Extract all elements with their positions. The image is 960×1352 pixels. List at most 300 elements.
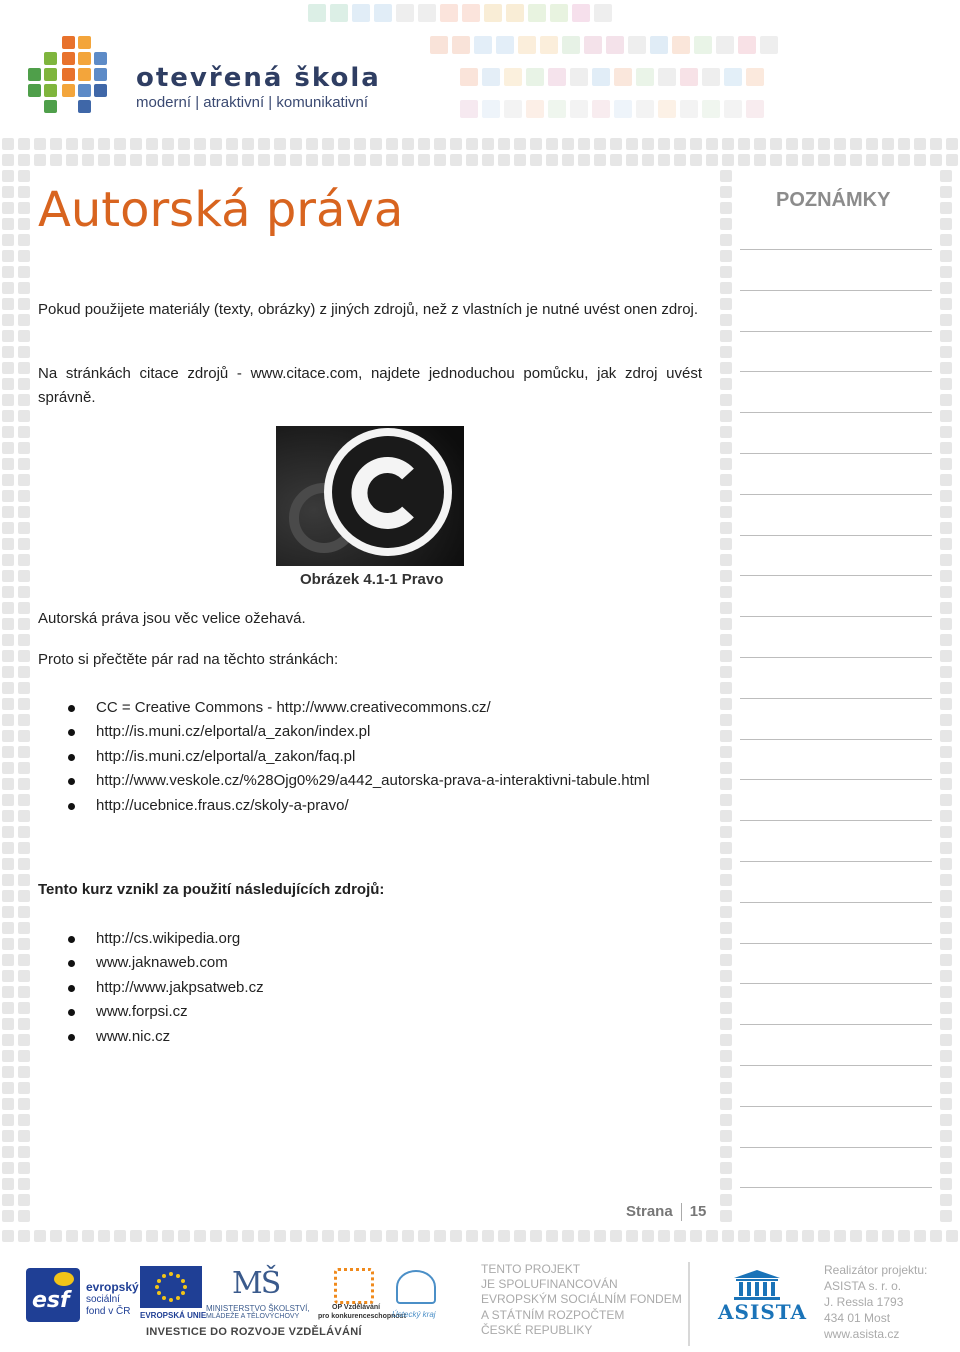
region-mark-icon	[396, 1270, 436, 1304]
border-square	[834, 154, 846, 166]
border-square	[940, 826, 952, 838]
border-square	[720, 1034, 732, 1046]
border-square	[720, 218, 732, 230]
list-item[interactable]: www.jaknaweb.com	[60, 951, 264, 975]
border-square	[940, 842, 952, 854]
border-square	[498, 154, 510, 166]
border-square	[18, 858, 30, 870]
border-square	[946, 154, 958, 166]
border-square	[642, 138, 654, 150]
border-square	[18, 922, 30, 934]
border-square	[720, 634, 732, 646]
border-square	[18, 330, 30, 342]
border-square	[18, 138, 30, 150]
border-square	[720, 330, 732, 342]
border-square	[18, 474, 30, 486]
border-square	[720, 698, 732, 710]
border-square	[626, 154, 638, 166]
border-square	[720, 250, 732, 262]
border-square	[720, 922, 732, 934]
border-square	[2, 1194, 14, 1206]
border-square	[940, 986, 952, 998]
intro-paragraph: Pokud použijete materiály (texty, obrázky) z jiných zdrojů, než z vlastních je nutné uvést onen zdroj.	[38, 301, 699, 318]
invest-slogan: INVESTICE DO ROZVOJE VZDĚLÁVÁNÍ	[146, 1326, 362, 1338]
border-square	[18, 1178, 30, 1190]
border-square	[34, 154, 46, 166]
border-square	[720, 1210, 732, 1222]
border-square	[940, 202, 952, 214]
border-square	[546, 154, 558, 166]
project-line: ČESKÉ REPUBLIKY	[481, 1322, 593, 1337]
border-square	[2, 1098, 14, 1110]
realizer-line: ASISTA s. r. o.	[824, 1279, 902, 1293]
border-square	[2, 1018, 14, 1030]
msmt-line2: MLÁDEŽE A TĚLOVÝCHOVY	[206, 1313, 300, 1320]
note-line	[740, 943, 932, 944]
border-square	[194, 1230, 206, 1242]
border-square	[2, 1002, 14, 1014]
note-line	[740, 535, 932, 536]
border-square	[546, 1230, 558, 1242]
border-square	[898, 154, 910, 166]
border-square	[720, 1178, 732, 1190]
note-line	[740, 1106, 932, 1107]
border-square	[610, 138, 622, 150]
bottom-border-pattern	[0, 1230, 960, 1246]
note-line	[740, 290, 932, 291]
border-square	[720, 266, 732, 278]
project-line: TENTO PROJEKT	[481, 1262, 581, 1276]
building-icon	[714, 1270, 800, 1300]
border-square	[18, 250, 30, 262]
note-line	[740, 453, 932, 454]
border-square	[940, 1210, 952, 1222]
border-square	[658, 138, 670, 150]
border-square	[386, 1230, 398, 1242]
border-square	[940, 602, 952, 614]
border-square	[720, 682, 732, 694]
border-square	[720, 858, 732, 870]
list-item[interactable]: http://is.muni.cz/elportal/a_zakon/index.pl	[60, 720, 650, 744]
border-square	[720, 170, 732, 182]
border-square	[940, 1162, 952, 1174]
border-square	[2, 650, 14, 662]
border-square	[18, 538, 30, 550]
border-square	[354, 154, 366, 166]
border-square	[434, 1230, 446, 1242]
border-square	[18, 1130, 30, 1142]
list-item[interactable]: www.forpsi.cz	[60, 1000, 264, 1024]
border-square	[2, 986, 14, 998]
border-square	[2, 394, 14, 406]
border-square	[2, 474, 14, 486]
border-square	[720, 666, 732, 678]
esf-logo	[26, 1266, 139, 1324]
border-square	[562, 154, 574, 166]
border-square	[434, 154, 446, 166]
border-square	[626, 1230, 638, 1242]
border-square	[946, 1230, 958, 1242]
border-square	[2, 234, 14, 246]
border-square	[66, 138, 78, 150]
border-square	[2, 1130, 14, 1142]
border-square	[720, 1082, 732, 1094]
border-square	[82, 154, 94, 166]
eu-label: EVROPSKÁ UNIE	[140, 1311, 207, 1320]
msmt-line1: MINISTERSTVO ŠKOLSTVÍ,	[206, 1304, 310, 1313]
border-square	[578, 138, 590, 150]
border-square	[720, 938, 732, 950]
border-square	[258, 1230, 270, 1242]
border-square	[2, 938, 14, 950]
border-square	[722, 154, 734, 166]
border-square	[2, 906, 14, 918]
border-square	[18, 874, 30, 886]
middle-border-pattern	[718, 170, 734, 1230]
border-square	[338, 138, 350, 150]
border-square	[720, 282, 732, 294]
border-square	[242, 138, 254, 150]
border-square	[18, 730, 30, 742]
border-square	[2, 890, 14, 902]
border-square	[940, 778, 952, 790]
border-square	[940, 1066, 952, 1078]
border-square	[402, 1230, 414, 1242]
border-square	[210, 138, 222, 150]
border-square	[642, 1230, 654, 1242]
border-square	[738, 138, 750, 150]
border-square	[562, 138, 574, 150]
border-square	[720, 394, 732, 406]
border-square	[2, 778, 14, 790]
list-item[interactable]: http://www.veskole.cz/%28Ojg0%29/a442_autorska-prava-a-interaktivni-tabule.html	[60, 769, 650, 793]
border-square	[434, 138, 446, 150]
border-square	[720, 1018, 732, 1030]
advice-intro-line: Proto si přečtěte pár rad na těchto stránkách:	[38, 651, 339, 668]
border-square	[322, 138, 334, 150]
border-square	[498, 138, 510, 150]
border-square	[498, 1230, 510, 1242]
border-square	[290, 154, 302, 166]
border-square	[720, 314, 732, 326]
border-square	[18, 458, 30, 470]
border-square	[930, 154, 942, 166]
border-square	[940, 874, 952, 886]
border-square	[720, 1114, 732, 1126]
border-square	[940, 906, 952, 918]
border-square	[386, 154, 398, 166]
border-square	[2, 170, 14, 182]
border-square	[226, 154, 238, 166]
border-square	[818, 154, 830, 166]
border-square	[940, 170, 952, 182]
border-square	[2, 762, 14, 774]
realizer-line: Realizátor projektu:	[824, 1263, 928, 1277]
realizer-line: J. Ressla 1793	[824, 1295, 904, 1309]
border-square	[18, 282, 30, 294]
border-square	[2, 810, 14, 822]
border-square	[720, 570, 732, 582]
border-square	[66, 1230, 78, 1242]
border-square	[940, 186, 952, 198]
border-square	[18, 442, 30, 454]
border-square	[2, 586, 14, 598]
border-square	[2, 298, 14, 310]
note-line	[740, 1024, 932, 1025]
border-square	[2, 522, 14, 534]
border-square	[940, 762, 952, 774]
border-square	[274, 138, 286, 150]
border-square	[18, 906, 30, 918]
border-square	[2, 1162, 14, 1174]
border-square	[18, 202, 30, 214]
border-square	[322, 154, 334, 166]
copyright-icon	[276, 426, 464, 566]
border-square	[738, 1230, 750, 1242]
border-square	[720, 1050, 732, 1062]
border-square	[18, 1146, 30, 1158]
border-square	[720, 906, 732, 918]
border-square	[940, 554, 952, 566]
list-item[interactable]: http://cs.wikipedia.org	[60, 927, 264, 951]
border-square	[18, 666, 30, 678]
border-square	[720, 810, 732, 822]
border-square	[818, 138, 830, 150]
border-square	[2, 1050, 14, 1062]
border-square	[786, 1230, 798, 1242]
border-square	[658, 154, 670, 166]
border-square	[940, 570, 952, 582]
border-square	[50, 138, 62, 150]
border-square	[98, 154, 110, 166]
border-square	[2, 714, 14, 726]
border-square	[720, 490, 732, 502]
border-square	[720, 506, 732, 518]
border-square	[2, 666, 14, 678]
border-square	[674, 1230, 686, 1242]
border-square	[594, 1230, 606, 1242]
page-label: Strana	[626, 1203, 673, 1220]
right-border-pattern	[938, 170, 960, 1230]
border-square	[2, 1146, 14, 1158]
border-square	[2, 1210, 14, 1222]
border-square	[2, 186, 14, 198]
border-square	[2, 282, 14, 294]
border-square	[940, 346, 952, 358]
border-square	[2, 426, 14, 438]
border-square	[674, 138, 686, 150]
border-square	[940, 506, 952, 518]
note-line	[740, 779, 932, 780]
border-square	[866, 154, 878, 166]
border-square	[940, 1130, 952, 1142]
border-square	[642, 154, 654, 166]
border-square	[306, 138, 318, 150]
border-square	[450, 138, 462, 150]
list-item[interactable]: http://www.jakpsatweb.cz	[60, 976, 264, 1000]
border-square	[930, 138, 942, 150]
border-square	[2, 698, 14, 710]
border-square	[18, 762, 30, 774]
border-square	[720, 1194, 732, 1206]
border-square	[940, 218, 952, 230]
border-square	[754, 1230, 766, 1242]
border-square	[18, 1230, 30, 1242]
border-square	[626, 138, 638, 150]
border-square	[18, 586, 30, 598]
border-square	[720, 362, 732, 374]
border-square	[940, 298, 952, 310]
border-square	[850, 1230, 862, 1242]
border-square	[720, 1066, 732, 1078]
border-square	[18, 1050, 30, 1062]
border-square	[562, 1230, 574, 1242]
border-square	[754, 154, 766, 166]
border-square	[690, 154, 702, 166]
note-line	[740, 331, 932, 332]
border-square	[98, 138, 110, 150]
border-square	[940, 698, 952, 710]
page-number	[626, 1203, 706, 1221]
border-square	[2, 330, 14, 342]
border-square	[18, 170, 30, 182]
project-line: JE SPOLUFINANCOVÁN	[481, 1277, 618, 1292]
border-square	[786, 154, 798, 166]
border-square	[18, 298, 30, 310]
border-square	[18, 522, 30, 534]
border-square	[940, 858, 952, 870]
border-square	[940, 426, 952, 438]
border-square	[940, 1194, 952, 1206]
border-square	[18, 410, 30, 422]
border-square	[940, 458, 952, 470]
border-square	[786, 138, 798, 150]
border-square	[2, 1082, 14, 1094]
border-square	[940, 650, 952, 662]
border-square	[370, 154, 382, 166]
border-square	[866, 138, 878, 150]
border-square	[418, 138, 430, 150]
border-square	[18, 570, 30, 582]
border-square	[720, 426, 732, 438]
note-line	[740, 371, 932, 372]
border-square	[18, 1018, 30, 1030]
border-square	[274, 1230, 286, 1242]
border-square	[802, 138, 814, 150]
border-square	[720, 650, 732, 662]
border-square	[940, 634, 952, 646]
border-square	[802, 154, 814, 166]
region-label: Ústecký kraj	[392, 1310, 436, 1319]
border-square	[720, 378, 732, 390]
border-square	[530, 1230, 542, 1242]
border-square	[162, 154, 174, 166]
border-square	[482, 138, 494, 150]
border-square	[720, 618, 732, 630]
note-line	[740, 575, 932, 576]
eu-logo	[140, 1266, 207, 1322]
footer-divider	[688, 1262, 690, 1346]
border-square	[178, 154, 190, 166]
list-item[interactable]: http://ucebnice.fraus.cz/skoly-a-pravo/	[60, 794, 650, 818]
border-square	[940, 1082, 952, 1094]
border-square	[18, 1034, 30, 1046]
border-square	[720, 346, 732, 358]
border-square	[18, 698, 30, 710]
note-line	[740, 739, 932, 740]
copyright-symbol-image	[276, 426, 464, 566]
border-square	[50, 1230, 62, 1242]
border-square	[720, 522, 732, 534]
asista-logo	[714, 1270, 808, 1326]
border-square	[18, 602, 30, 614]
border-square	[850, 138, 862, 150]
list-item[interactable]: www.nic.cz	[60, 1025, 264, 1049]
msmt-mark-icon: MŠ	[232, 1266, 280, 1301]
left-border-pattern	[0, 170, 32, 1230]
border-square	[940, 1002, 952, 1014]
border-square	[720, 298, 732, 310]
border-square	[50, 154, 62, 166]
border-square	[930, 1230, 942, 1242]
list-item[interactable]: CC = Creative Commons - http://www.creativecommons.cz/	[60, 696, 650, 720]
border-square	[2, 842, 14, 854]
border-square	[882, 154, 894, 166]
border-square	[940, 746, 952, 758]
border-square	[720, 442, 732, 454]
border-square	[946, 138, 958, 150]
border-square	[940, 730, 952, 742]
border-square	[940, 714, 952, 726]
border-square	[18, 954, 30, 966]
links-list	[60, 696, 650, 818]
border-square	[940, 666, 952, 678]
border-square	[290, 1230, 302, 1242]
border-square	[2, 602, 14, 614]
border-square	[18, 778, 30, 790]
border-square	[18, 842, 30, 854]
realizer-line[interactable]: www.asista.cz	[824, 1327, 900, 1341]
note-line	[740, 1147, 932, 1148]
border-square	[2, 202, 14, 214]
border-square	[2, 538, 14, 550]
border-square	[2, 570, 14, 582]
note-line	[740, 698, 932, 699]
border-square	[720, 970, 732, 982]
border-square	[720, 538, 732, 550]
border-square	[658, 1230, 670, 1242]
border-square	[466, 1230, 478, 1242]
border-square	[2, 490, 14, 502]
list-item[interactable]: http://is.muni.cz/elportal/a_zakon/faq.pl	[60, 745, 650, 769]
border-square	[482, 154, 494, 166]
border-square	[940, 266, 952, 278]
note-line	[740, 657, 932, 658]
asista-label: ASISTA	[718, 1300, 808, 1324]
border-square	[2, 970, 14, 982]
border-square	[2, 730, 14, 742]
header-decoration	[300, 4, 960, 126]
border-square	[2, 442, 14, 454]
border-square	[834, 138, 846, 150]
border-square	[2, 250, 14, 262]
border-square	[940, 314, 952, 326]
border-square	[18, 186, 30, 198]
border-square	[2, 458, 14, 470]
border-square	[466, 154, 478, 166]
border-square	[290, 138, 302, 150]
border-square	[720, 730, 732, 742]
